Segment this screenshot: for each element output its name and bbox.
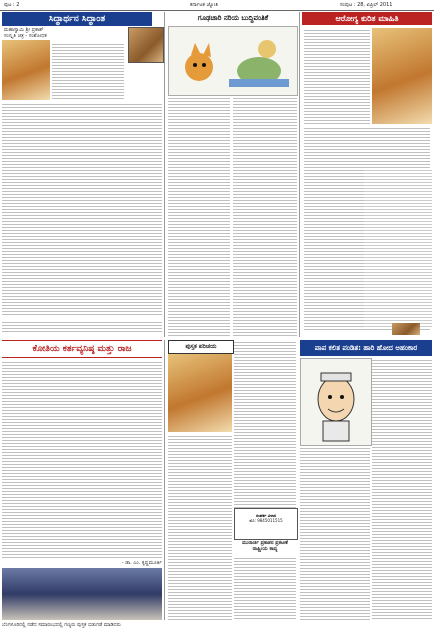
event-photo: [2, 568, 162, 620]
article-title-pandita: ಪಾಪ ಕಲಿತ ಪಂಡಿತ: ಹಾರಿ ಹೋದ ಅಹಂಕಾರ: [300, 340, 432, 356]
sub-article-title: [234, 540, 296, 552]
sub-title-2: ರಾಷ್ಟ್ರೀಯ ಕಾವ್ಯ: [252, 546, 278, 552]
fox-cartoon: [169, 27, 297, 95]
article-signoff: - ಡಾ. ಎಂ. ಕೃಷ್ಣಮೂರ್ತಿ: [121, 560, 162, 566]
column-divider: [299, 12, 300, 337]
article-text: [2, 102, 162, 316]
article-text: [52, 42, 124, 100]
pandit-cartoon: [300, 358, 372, 446]
article-text: [300, 446, 370, 620]
book-cover: [168, 354, 232, 432]
article-text: [168, 434, 232, 620]
article-text: [233, 96, 297, 336]
article-title-nari: ಗೂಢಚಾರಿ ನರಿಯ ಬುದ್ಧಿವಂತಿಕೆ: [197, 14, 269, 22]
contact-box-title: ಸಂಪರ್ಕ ವಿಳಾಸ: [255, 513, 276, 518]
article-text: [234, 556, 296, 620]
article-text: [234, 340, 296, 508]
sub-title-1: ಮುರಾರ್ಜಿ ಪ್ರಕಾಶನ ಪ್ರಕಟಣೆ: [242, 540, 288, 546]
article-text: [2, 360, 162, 560]
article-text: [2, 320, 162, 334]
contact-phone: ಮೊ: 9845011515: [249, 518, 283, 523]
paper-name: ಕರ್ನಾಟಕ ಜ್ಯೋತಿ: [190, 2, 219, 8]
fox-illustration: [168, 26, 298, 96]
pandit-illustration: [301, 359, 371, 445]
article-title-siddhanta: ಸಿದ್ಧಾರ್ಥನ ಸಿದ್ಧಾಂತ: [2, 12, 152, 26]
article-title-health: ಆರೋಗ್ಯ ಕುರಿತ ಮಾಹಿತಿ: [302, 12, 432, 25]
author-photo: [128, 27, 164, 63]
column-divider: [164, 12, 165, 337]
byline-name: ಮಹಾಸ್ವಾಮಿ ಶ್ರೀ ಪ್ರಕಾಶ್: [4, 27, 44, 33]
article-title-kothi: ಕೋತಿಯ ಕರ್ತವ್ಯನಿಷ್ಠ ಮತ್ತು ರಾಜ: [2, 340, 162, 358]
author-photo-small: [392, 323, 420, 335]
buddha-image: [2, 40, 50, 100]
issue-date: ಸಂಪುಟ : 28, ಏಪ್ರಿಲ್ 2011: [340, 2, 393, 8]
page-header: [0, 0, 434, 11]
article-text: [304, 28, 370, 124]
column-divider: [164, 340, 165, 620]
book-intro-tag: ಪುಸ್ತಕ ಪರಿಚಯ: [168, 340, 234, 354]
article-text: [364, 168, 432, 328]
article-text: [372, 358, 432, 620]
photo-caption: ಬೆಂಗಳೂರಿನಲ್ಲಿ ನಡೆದ ಸಮಾರಂಭದಲ್ಲಿ ಗಣ್ಯರು ಪುಸ್ತಕ ಬಿಡುಗಡೆ ಮಾಡಿದರು: [2, 622, 121, 628]
byline: [4, 27, 124, 39]
page-number: ಪುಟ : 2: [4, 2, 20, 8]
article-text: [168, 96, 230, 336]
byline-role: ಸಂಸ್ಕೃತಿ ಚಿತ್ರ - ಸಂಶೋಧಕ: [4, 33, 47, 39]
deity-image: [372, 28, 432, 124]
contact-box: [234, 508, 298, 540]
